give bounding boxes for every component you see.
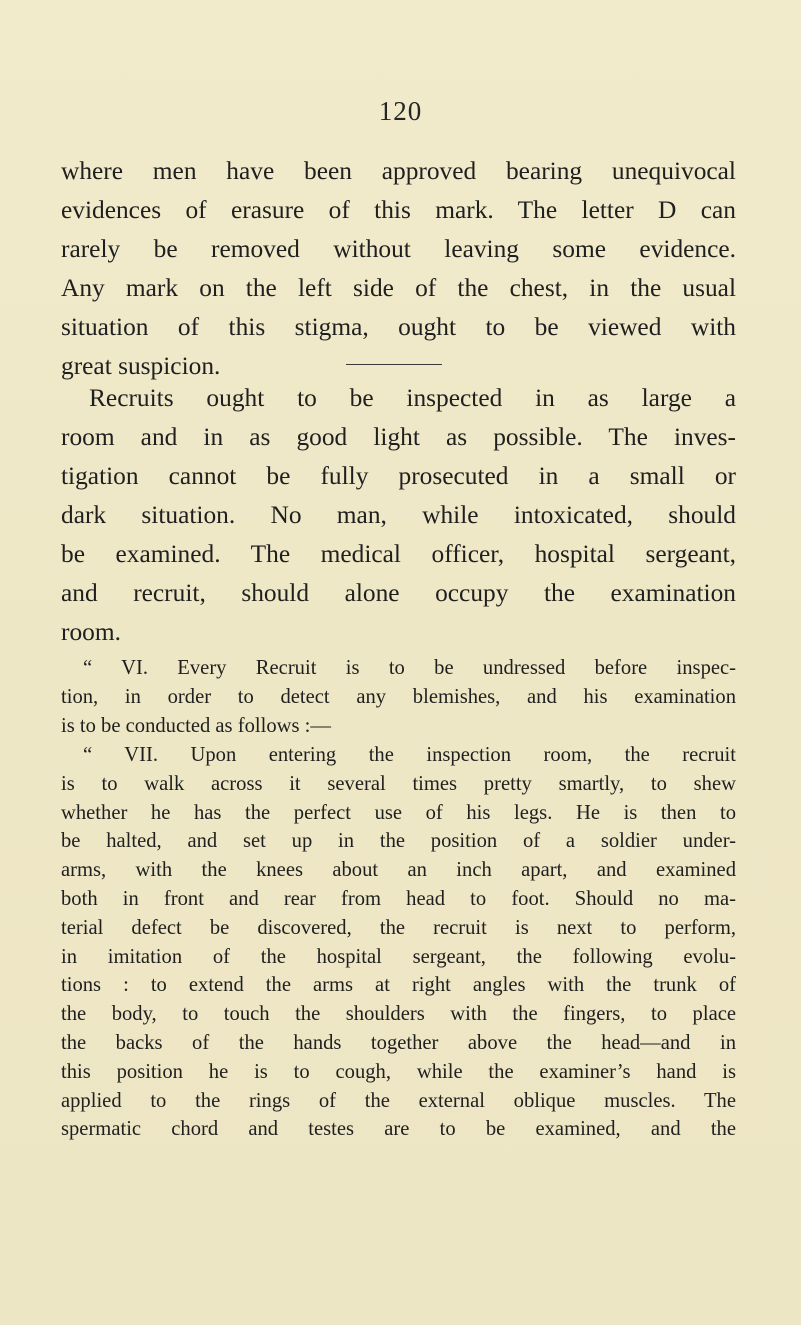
- text-line: be halted, and set up in the position of a soldier under-: [61, 830, 736, 853]
- text-line: Recruits ought to be inspected in as large a: [89, 384, 736, 412]
- text-line: great suspicion.: [61, 352, 221, 380]
- paragraph-erasure-marks: [61, 152, 736, 386]
- text-line: and recruit, should alone occupy the examination: [61, 579, 736, 607]
- section-divider: [346, 364, 442, 365]
- page-number: 120: [378, 96, 423, 126]
- text-line: spermatic chord and testes are to be examined, and the: [61, 1118, 736, 1141]
- text-line: room.: [61, 618, 121, 646]
- paragraph-inspection-room: [61, 379, 736, 652]
- text-line: “ VII. Upon entering the inspection room, the recruit: [83, 744, 736, 766]
- paragraph-rule-vii: [61, 741, 736, 1144]
- text-line: this position he is to cough, while the examiner’s hand is: [61, 1060, 736, 1083]
- text-line: terial defect be discovered, the recruit is next to perform,: [61, 916, 736, 939]
- text-line: evidences of erasure of this mark. The letter D can: [61, 196, 736, 224]
- text-line: whether he has the perfect use of his legs. He is then to: [61, 801, 736, 824]
- text-line: “ VI. Every Recruit is to be undressed before inspec-: [83, 657, 736, 679]
- text-line: rarely be removed without leaving some evidence.: [61, 235, 736, 263]
- text-line: applied to the rings of the external oblique muscles. The: [61, 1089, 736, 1112]
- text-line: is to walk across it several times pretty smartly, to shew: [61, 772, 736, 795]
- text-line: where men have been approved bearing unequivocal: [61, 157, 736, 185]
- text-line: be examined. The medical officer, hospital sergeant,: [61, 540, 736, 568]
- text-line: in imitation of the hospital sergeant, the following evolu-: [61, 945, 736, 968]
- text-line: tions : to extend the arms at right angles with the trunk of: [61, 974, 736, 997]
- paragraph-rule-vi: [61, 654, 736, 740]
- text-line: the body, to touch the shoulders with the fingers, to place: [61, 1003, 736, 1026]
- text-line: situation of this stigma, ought to be viewed with: [61, 313, 736, 341]
- text-line: both in front and rear from head to foot. Should no ma-: [61, 887, 736, 910]
- text-line: Any mark on the left side of the chest, in the usual: [61, 274, 736, 302]
- text-line: dark situation. No man, while intoxicated, should: [61, 501, 736, 529]
- text-line: tion, in order to detect any blemishes, and his examination: [61, 685, 736, 708]
- text-line: the backs of the hands together above the head—and in: [61, 1031, 736, 1054]
- text-line: room and in as good light as possible. The inves-: [61, 423, 736, 451]
- text-line: arms, with the knees about an inch apart, and examined: [61, 859, 736, 882]
- text-line: is to be conducted as follows :—: [61, 714, 331, 737]
- text-line: tigation cannot be fully prosecuted in a small or: [61, 462, 736, 490]
